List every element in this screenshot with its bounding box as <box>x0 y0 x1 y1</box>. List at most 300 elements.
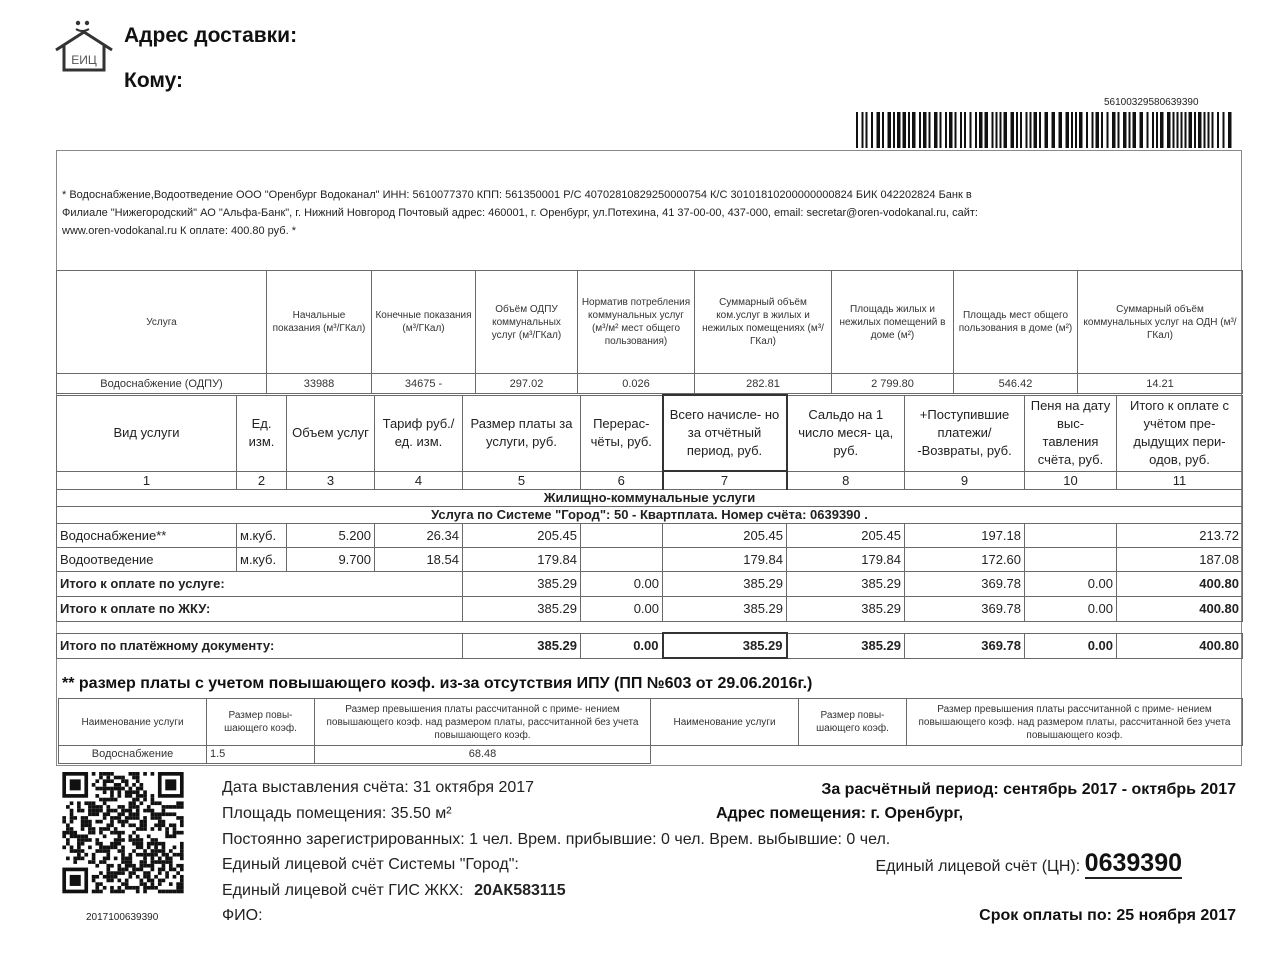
charges-cell: 179.84 <box>663 547 787 571</box>
qr-module <box>92 772 96 776</box>
qr-module <box>158 871 162 875</box>
table-row <box>57 523 1243 547</box>
qr-module <box>77 805 81 809</box>
barcode-bar <box>1059 112 1063 148</box>
barcode-bar <box>1160 112 1164 148</box>
qr-module <box>176 871 180 875</box>
qr-module <box>95 849 99 853</box>
barcode-bar <box>1198 112 1202 148</box>
barcode-bar <box>1223 112 1225 148</box>
qr-module <box>132 823 136 827</box>
qr-module <box>92 831 96 835</box>
total-cell: 369.78 <box>905 596 1025 621</box>
qr-module <box>132 864 136 868</box>
gis-account-value: 20АК583115 <box>474 882 566 899</box>
qr-module <box>70 827 74 831</box>
qr-module <box>95 812 99 816</box>
qr-module <box>165 812 169 816</box>
charges-cell: Водоотведение <box>57 547 237 571</box>
table-row <box>59 746 651 764</box>
qr-module <box>66 823 70 827</box>
total-cell: 400.80 <box>1117 596 1243 621</box>
total-cell: 385.29 <box>463 571 581 596</box>
table-row <box>57 547 1243 571</box>
qr-module <box>121 838 125 842</box>
qr-module <box>129 864 133 868</box>
qr-module <box>154 853 158 857</box>
qr-module <box>117 890 121 894</box>
qr-module <box>132 798 136 802</box>
qr-module <box>140 787 144 791</box>
qr-module <box>110 875 114 879</box>
charges-cell: 187.08 <box>1117 547 1243 571</box>
qr-module <box>151 812 155 816</box>
qr-module <box>154 838 158 842</box>
qr-module <box>165 779 176 790</box>
qr-module <box>106 812 110 816</box>
qr-module <box>147 886 151 890</box>
barcode-bar <box>955 112 957 148</box>
qr-module <box>173 834 177 838</box>
qr-module <box>180 882 184 886</box>
qr-module <box>169 857 173 861</box>
qr-module <box>143 798 147 802</box>
qr-module <box>121 823 125 827</box>
barcode-bar <box>1092 112 1094 148</box>
qr-module <box>121 812 125 816</box>
qr-module <box>62 816 66 820</box>
qr-module <box>162 805 166 809</box>
total-cell: 0.00 <box>581 633 663 658</box>
qr-module <box>84 853 88 857</box>
qr-module <box>125 860 129 864</box>
qr-module <box>147 846 151 850</box>
qr-module <box>110 809 114 813</box>
qr-module <box>151 809 155 813</box>
qr-module <box>103 787 107 791</box>
qr-module <box>92 805 96 809</box>
premises-address: Адрес помещения: г. Оренбург, <box>716 805 964 822</box>
qr-module <box>73 831 77 835</box>
qr-module <box>95 809 99 813</box>
qr-module <box>151 849 155 853</box>
barcode-bar <box>1075 112 1077 148</box>
qr-module <box>106 849 110 853</box>
qr-module <box>66 831 70 835</box>
charges-cell <box>1025 523 1117 547</box>
charges-header: Сальдо на 1 число меся- ца, руб. <box>787 395 905 471</box>
qr-module <box>125 794 129 798</box>
qr-module <box>99 776 103 780</box>
qr-module <box>180 890 184 894</box>
cn-account-value: 0639390 <box>1084 849 1182 877</box>
qr-module <box>103 849 107 853</box>
qr-module <box>129 860 133 864</box>
charges-header: Итого к оплате с учётом пре- дыдущих пери- одов, руб. <box>1117 395 1243 471</box>
qr-module <box>125 882 129 886</box>
barcode-bar <box>856 112 858 148</box>
column-number: 9 <box>905 471 1025 489</box>
barcode-bar <box>1123 112 1127 148</box>
qr-module <box>121 860 125 864</box>
qr-module <box>103 801 107 805</box>
charges-cell: 9.700 <box>287 547 375 571</box>
qr-module <box>117 864 121 868</box>
coef-cell: 1.5 <box>207 746 315 764</box>
charges-cell: м.куб. <box>237 547 287 571</box>
qr-module <box>121 857 125 861</box>
column-numbers-row <box>57 471 1243 489</box>
qr-module <box>81 820 85 824</box>
qr-module <box>125 816 129 820</box>
qr-module <box>73 860 77 864</box>
qr-module <box>99 798 103 802</box>
qr-module <box>73 857 77 861</box>
qr-module <box>154 860 158 864</box>
coef-header: Размер превышения платы рассчитанной с приме- нением повышающего коэф. над размером платы, рассчитанной без учета повышающего коэф. <box>315 699 651 746</box>
qr-module <box>140 879 144 883</box>
qr-module <box>173 812 177 816</box>
barcode-bar <box>1052 112 1056 148</box>
barcode-number: 56100329580639390 <box>1104 97 1199 108</box>
total-cell: 400.80 <box>1117 571 1243 596</box>
qr-module <box>173 831 177 835</box>
qr-module <box>158 860 162 864</box>
qr-module <box>143 816 147 820</box>
qr-module <box>99 890 103 894</box>
qr-module <box>154 846 158 850</box>
qr-module <box>180 875 184 879</box>
barcode-bar <box>1000 112 1002 148</box>
qr-module <box>180 820 184 824</box>
charges-header: Вид услуги <box>57 395 237 471</box>
qr-module <box>88 846 92 850</box>
odpu-header: Суммарный объём коммунальных услуг на ОДН (м³/ГКал) <box>1078 271 1243 374</box>
qr-module <box>77 842 81 846</box>
charges-cell: 179.84 <box>787 547 905 571</box>
qr-module <box>180 864 184 868</box>
qr-module <box>165 831 169 835</box>
qr-module <box>88 812 92 816</box>
qr-module <box>129 834 133 838</box>
barcode-bar <box>897 112 901 148</box>
qr-module <box>158 842 162 846</box>
qr-module <box>169 812 173 816</box>
column-number: 7 <box>663 471 787 489</box>
qr-module <box>158 857 162 861</box>
barcode-bar <box>912 112 916 148</box>
qr-module <box>162 823 166 827</box>
qr-module <box>66 842 70 846</box>
qr-module <box>176 890 180 894</box>
qr-module <box>151 816 155 820</box>
qr-module <box>132 886 136 890</box>
qr-module <box>125 864 129 868</box>
premises-area: Площадь помещения: 35.50 м² <box>222 805 452 822</box>
qr-module <box>165 853 169 857</box>
qr-module <box>106 868 110 872</box>
qr-module <box>92 809 96 813</box>
barcode-bar <box>1107 112 1109 148</box>
qr-module <box>77 846 81 850</box>
gis-account-label: Единый лицевой счёт ГИС ЖКХ: <box>222 882 464 899</box>
qr-module <box>106 787 110 791</box>
qr-module <box>106 805 110 809</box>
recipient-label: Кому: <box>124 69 184 92</box>
qr-module <box>140 868 144 872</box>
qr-module <box>136 794 140 798</box>
qr-module <box>84 820 88 824</box>
qr-module <box>92 783 96 787</box>
qr-module <box>140 823 144 827</box>
total-cell: 0.00 <box>581 571 663 596</box>
qr-module <box>162 890 166 894</box>
qr-module <box>121 820 125 824</box>
qr-module <box>106 846 110 850</box>
qr-module <box>117 790 121 794</box>
qr-module <box>129 871 133 875</box>
qr-module <box>103 827 107 831</box>
qr-module <box>121 776 125 780</box>
qr-module <box>169 849 173 853</box>
spacer <box>57 621 1243 633</box>
barcode-bar <box>940 112 942 148</box>
barcode-bar <box>919 112 921 148</box>
qr-module <box>143 864 147 868</box>
qr-module <box>103 857 107 861</box>
qr-module <box>143 794 147 798</box>
qr-module <box>151 801 155 805</box>
qr-module <box>81 823 85 827</box>
coefficient-table-left <box>58 698 651 764</box>
charges-cell: 5.200 <box>287 523 375 547</box>
total-label: Итого по платёжному документу: <box>57 633 463 658</box>
qr-module <box>176 831 180 835</box>
qr-module <box>110 890 114 894</box>
odpu-cell: 546.42 <box>954 374 1078 394</box>
qr-module <box>125 886 129 890</box>
qr-module <box>158 812 162 816</box>
qr-module <box>114 809 118 813</box>
qr-module <box>143 886 147 890</box>
qr-module <box>129 790 133 794</box>
qr-module <box>88 809 92 813</box>
qr-module <box>88 838 92 842</box>
qr-module <box>136 816 140 820</box>
barcode-bar <box>1112 112 1116 148</box>
qr-module <box>99 805 103 809</box>
barcode-bar <box>1034 112 1038 148</box>
charges-header: Пеня на дату выс- тавления счёта, руб. <box>1025 395 1117 471</box>
barcode-bar <box>1217 112 1219 148</box>
barcode-bar <box>960 112 962 148</box>
qr-module <box>129 801 133 805</box>
barcode-bar <box>908 112 910 148</box>
qr-module <box>165 860 169 864</box>
qr-module <box>114 816 118 820</box>
qr-module <box>154 823 158 827</box>
charges-header: Размер платы за услуги, руб. <box>463 395 581 471</box>
qr-module <box>143 809 147 813</box>
qr-module <box>132 783 136 787</box>
qr-module <box>143 882 147 886</box>
qr-module <box>103 846 107 850</box>
qr-module <box>180 857 184 861</box>
qr-module <box>121 890 125 894</box>
qr-module <box>81 849 85 853</box>
qr-module <box>151 853 155 857</box>
qr-module <box>173 827 177 831</box>
barcode-bar <box>1026 112 1028 148</box>
qr-module <box>99 831 103 835</box>
total-label: Итого к оплате по ЖКУ: <box>57 596 463 621</box>
qr-module <box>140 827 144 831</box>
qr-module <box>140 846 144 850</box>
qr-module <box>136 809 140 813</box>
qr-module <box>169 805 173 809</box>
qr-module <box>165 875 169 879</box>
qr-module <box>158 820 162 824</box>
charges-cell <box>581 523 663 547</box>
qr-module <box>169 882 173 886</box>
qr-module <box>99 787 103 791</box>
gis-account <box>222 882 566 900</box>
qr-module <box>154 812 158 816</box>
payment-due-date: Срок оплаты по: 25 ноября 2017 <box>979 907 1236 924</box>
qr-module <box>88 831 92 835</box>
qr-module <box>136 853 140 857</box>
qr-module <box>117 879 121 883</box>
qr-module <box>129 853 133 857</box>
charges-cell: 26.34 <box>375 523 463 547</box>
barcode-bar <box>1118 112 1120 148</box>
qr-module <box>158 827 162 831</box>
qr-module <box>143 875 147 879</box>
qr-module <box>70 779 81 790</box>
qr-module <box>114 787 118 791</box>
qr-module <box>70 834 74 838</box>
qr-module <box>136 772 140 776</box>
qr-module <box>151 864 155 868</box>
qr-module <box>143 853 147 857</box>
qr-module <box>77 857 81 861</box>
qr-module <box>132 790 136 794</box>
qr-module <box>165 857 169 861</box>
qr-module <box>147 834 151 838</box>
qr-module <box>117 834 121 838</box>
qr-module <box>165 834 169 838</box>
total-cell: 400.80 <box>1117 633 1243 658</box>
qr-module <box>129 809 133 813</box>
qr-number: 2017100639390 <box>86 912 159 923</box>
qr-module <box>143 849 147 853</box>
qr-module <box>62 831 66 835</box>
qr-module <box>92 857 96 861</box>
qr-module <box>132 849 136 853</box>
table-row <box>57 374 1243 394</box>
qr-module <box>165 871 169 875</box>
total-cell: 385.29 <box>663 596 787 621</box>
qr-module <box>162 842 166 846</box>
qr-module <box>81 816 85 820</box>
qr-module <box>173 890 177 894</box>
qr-module <box>180 831 184 835</box>
barcode-bar <box>975 112 977 148</box>
qr-module <box>132 805 136 809</box>
qr-module <box>180 868 184 872</box>
barcode-bar <box>1173 112 1175 148</box>
total-cell: 0.00 <box>1025 571 1117 596</box>
charges-table <box>56 394 1243 659</box>
qr-module <box>176 805 180 809</box>
qr-module <box>173 805 177 809</box>
barcode-bar <box>923 112 927 148</box>
qr-module <box>143 871 147 875</box>
payee-line-3: www.oren-vodokanal.ru К оплате: 400.80 руб. * <box>62 225 296 237</box>
qr-module <box>136 868 140 872</box>
qr-module <box>129 886 133 890</box>
qr-module <box>110 790 114 794</box>
qr-module <box>99 820 103 824</box>
qr-module <box>125 879 129 883</box>
qr-module <box>158 801 162 805</box>
qr-module <box>132 838 136 842</box>
qr-module <box>70 812 74 816</box>
qr-module <box>117 868 121 872</box>
qr-module <box>169 864 173 868</box>
qr-module <box>88 805 92 809</box>
charges-cell: Водоснабжение** <box>57 523 237 547</box>
qr-module <box>114 827 118 831</box>
qr-module <box>117 838 121 842</box>
qr-module <box>92 860 96 864</box>
qr-module <box>147 871 151 875</box>
qr-module <box>151 882 155 886</box>
qr-module <box>99 849 103 853</box>
qr-module <box>70 846 74 850</box>
qr-module <box>66 805 70 809</box>
barcode-bar <box>1066 112 1070 148</box>
column-number: 1 <box>57 471 237 489</box>
barcode-bar <box>903 112 907 148</box>
odpu-header: Начальные показания (м³/ГКал) <box>267 271 372 374</box>
charges-cell: 205.45 <box>663 523 787 547</box>
qr-module <box>95 820 99 824</box>
qr-module <box>106 809 110 813</box>
qr-module <box>117 842 121 846</box>
charges-cell: 179.84 <box>463 547 581 571</box>
qr-module <box>110 794 114 798</box>
qr-module <box>180 879 184 883</box>
delivery-address-label: Адрес доставки: <box>124 24 298 47</box>
qr-module <box>169 834 173 838</box>
qr-module <box>106 879 110 883</box>
barcode-bar <box>862 112 864 148</box>
qr-module <box>147 805 151 809</box>
qr-module <box>158 890 162 894</box>
column-number: 2 <box>237 471 287 489</box>
fio-label: ФИО: <box>222 907 263 924</box>
total-cell: 0.00 <box>1025 596 1117 621</box>
qr-module <box>136 798 140 802</box>
qr-module <box>143 823 147 827</box>
qr-module <box>143 827 147 831</box>
qr-module <box>136 812 140 816</box>
qr-module <box>95 779 99 783</box>
barcode-bar <box>882 112 884 148</box>
total-document-row <box>57 633 1243 658</box>
cn-account <box>875 850 1182 877</box>
